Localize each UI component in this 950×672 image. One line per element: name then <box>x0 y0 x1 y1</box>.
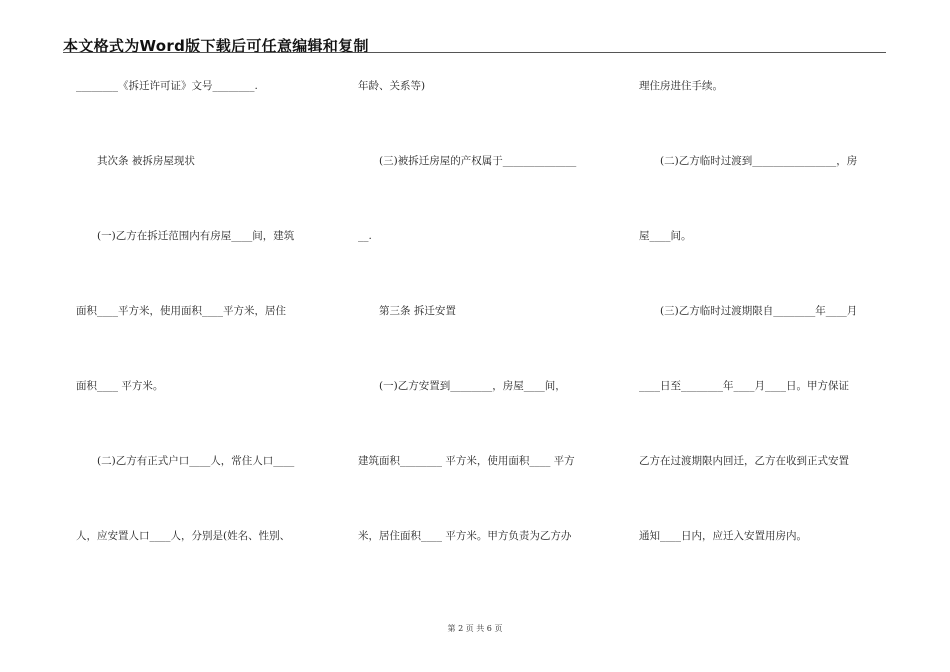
text-line: 第三条 拆迁安置 <box>358 305 456 317</box>
text-line: (一)乙方安置到________，房屋____间， <box>358 380 566 392</box>
text-line: 米，居住面积____ 平方米。甲方负责为乙方办 <box>358 530 572 542</box>
text-line: (三)被拆迁房屋的产权属于______________ <box>358 155 577 167</box>
text-line: 屋____间。 <box>639 230 692 242</box>
text-line: 面积____平方米，使用面积____平方米，居住 <box>76 305 286 317</box>
text-line: 建筑面积________ 平方米，使用面积____ 平方 <box>358 455 575 467</box>
text-line: (三)乙方临时过渡期限自________年____月 <box>639 305 858 317</box>
text-line: 理住房进住手续。 <box>639 80 723 92</box>
text-line: 乙方在过渡期限内回迁，乙方在收到正式安置 <box>639 455 849 467</box>
page-number-footer: 第 2 页 共 6 页 <box>447 624 503 633</box>
text-line: 人，应安置人口____人，分别是(姓名、性别、 <box>76 530 291 542</box>
text-line: 其次条 被拆房屋现状 <box>76 155 195 167</box>
text-line: (一)乙方在拆迁范围内有房屋____间，建筑 <box>76 230 295 242</box>
text-line: 年龄、关系等) <box>358 80 426 92</box>
text-line: ________《拆迁许可证》文号________. <box>76 80 258 92</box>
text-line: 面积____ 平方米。 <box>76 380 164 392</box>
document-header-title: 本文格式为Word版下载后可任意编辑和复制 <box>63 37 369 55</box>
text-line: 通知____日内，应迁入安置用房内。 <box>639 530 807 542</box>
text-line: (二)乙方临时过渡到________________，房 <box>639 155 858 167</box>
text-line: (二)乙方有正式户口____人，常住人口____ <box>76 455 295 467</box>
header-divider <box>63 52 886 53</box>
text-line: ____日至________年____月____日。甲方保证 <box>639 380 849 392</box>
text-line: __. <box>358 230 372 242</box>
